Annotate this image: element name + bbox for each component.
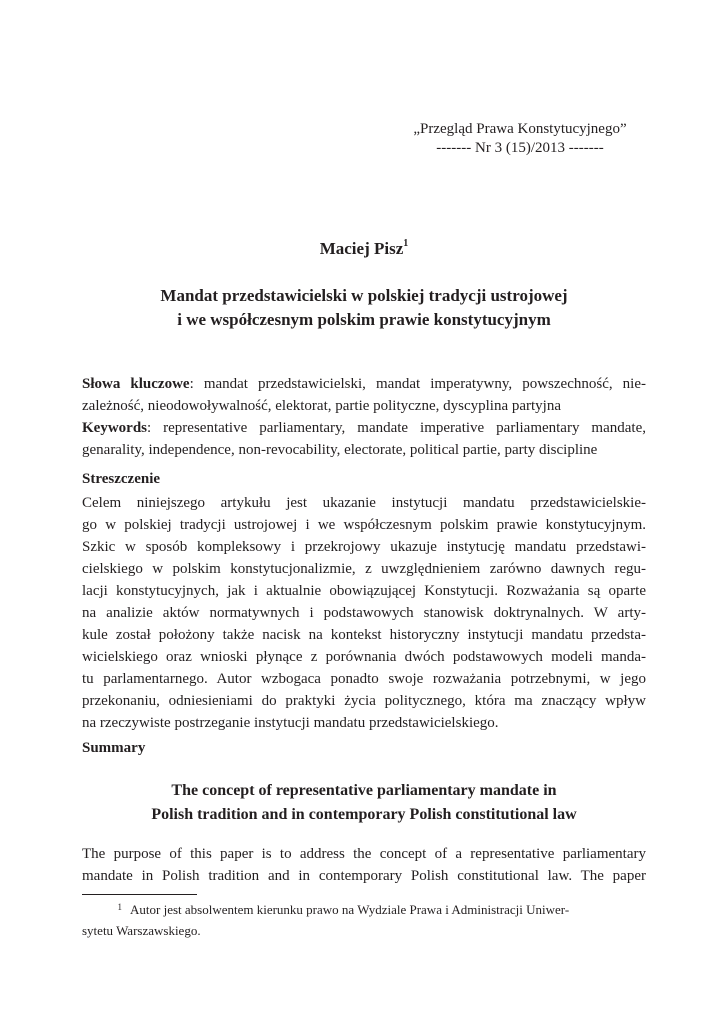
footnote-line [82,899,646,920]
author-name-block [0,239,728,259]
abstract-line: kule został położony także nacisk na kontekst historyczny instytucji mandatu przedsta- [82,627,646,643]
keywords-section [82,373,646,461]
abstract-line: przekonaniu, odniesieniami do praktyki życia politycznego, która ma znaczący wpływ [82,693,646,709]
title-pl-line: i we współczesnym polskim prawie konstytucyjnym [177,310,551,329]
keywords-en-line [82,417,646,439]
title-pl-line: Mandat przedstawicielski w polskiej tradycji ustrojowej [160,286,568,305]
author-name: Maciej Pisz [319,239,404,258]
keywords-pl-label: Słowa kluczowe [82,376,190,392]
article-title-en [0,779,728,827]
abstract-line: Szkic w sposób kompleksowy i przekrojowy ukazuje instytucję mandatu przedstawi- [82,539,646,555]
footnote-divider [82,894,197,895]
footnote [82,899,646,941]
keywords-en-label: Keywords [82,420,147,436]
abstract-line: lacji konstytucyjnych, jak i aktualnie obowiązującej Konstytucji. Rozważania są oparte [82,583,646,599]
summary-line: mandate in Polish tradition and in contemporary Polish constitutional law. The paper [82,868,646,884]
article-title-pl [0,284,728,332]
abstract-line: na rzeczywiste postrzeganie instytucji mandatu przedstawicielskiego. [82,715,499,731]
journal-header [360,120,680,158]
journal-name: „Przegląd Prawa Konstytucyjnego” [413,121,627,137]
abstract-line: Celem niniejszego artykułu jest ukazanie instytucji mandatu przedstawicielskie- [82,495,646,511]
keywords-pl-line: zależność, nieodowoływalność, elektorat, partie polityczne, dyscyplina partyjna [82,398,561,414]
abstract-line: wicielskiego oraz wnioski płynące z porównania dwóch podstawowych modeli manda- [82,649,646,665]
abstract-heading: Streszczenie [82,471,161,487]
summary-line: The purpose of this paper is to address the concept of a representative parliamentary [82,846,646,862]
abstract-line: cielskiego w polskim konstytucjonalizmie, z uwzględnieniem zarówno dawnych regu- [82,561,646,577]
journal-issue: ------- Nr 3 (15)/2013 ------- [436,140,604,156]
author-footnote-ref[interactable]: 1 [403,238,409,249]
keywords-pl-line [82,373,646,395]
summary-text [82,843,646,887]
abstract-text [82,492,646,734]
summary-heading: Summary [82,740,146,756]
keywords-en-line: genarality, independence, non-revocability, electorate, political partie, party discipline [82,442,598,458]
title-en-line: Polish tradition and in contemporary Polish constitutional law [151,806,577,823]
footnote-line: sytetu Warszawskiego. [82,923,201,938]
footnote-text: Autor jest absolwentem kierunku prawo na Wydziale Prawa i Administracji Uniwer- [130,902,570,917]
title-en-line: The concept of representative parliamentary mandate in [171,782,557,799]
keywords-pl-text: : mandat przedstawicielski, mandat imperatywny, powszechność, nie- [189,376,646,392]
abstract-line: tu parlamentarnego. Autor wzbogaca ponadto swoje rozważania potrzebnymi, w jego [82,671,646,687]
abstract-line: go w polskiej tradycji ustrojowej i we współczesnym polskim prawie konstytucyjnym. [82,517,646,533]
abstract-line: na analizie aktów normatywnych i podstawowych stanowisk doktrynalnych. W arty- [82,605,646,621]
keywords-en-text: : representative parliamentary, mandate imperative parliamentary mandate, [147,420,646,436]
footnote-mark: 1 [117,902,122,912]
